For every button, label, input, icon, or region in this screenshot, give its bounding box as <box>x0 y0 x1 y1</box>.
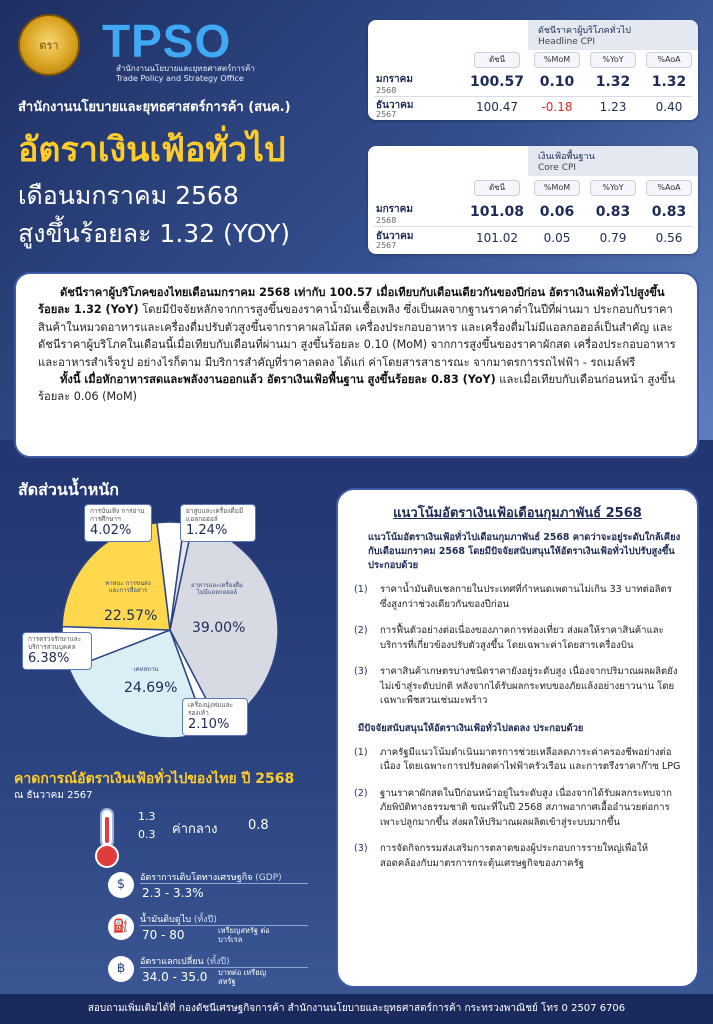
weight-callout-medical <box>22 632 92 670</box>
item-text: ราคาสินค้าเกษตรบางชนิดราคายังอยู่ระดับสูง เนื่องจากปริมาณผลผลิตยังไม่เข้าสู่ระดับปกติ หลังจากได้รับผลกระทบของภัยแล้งอย่างยาวนาน โดยเฉพาะพืชสวนเช่นมะพร้าว <box>380 666 678 706</box>
weight-value: 22.57% <box>104 608 158 624</box>
column-header: %AoA <box>646 180 692 196</box>
item-number: (3) <box>354 843 368 854</box>
weight-value: 1.24% <box>186 523 228 538</box>
logo-english-text: Trade Policy and Strategy Office <box>116 74 244 83</box>
item-number: (3) <box>354 666 368 677</box>
assumption-label-text: อัตราแลกเปลี่ยน <box>140 957 204 967</box>
weights-pie-svg <box>20 500 320 760</box>
forecast-as-of: ณ ธันวาคม 2567 <box>14 790 93 801</box>
assumption-fx <box>108 954 308 994</box>
cpi-mom: 0.06 <box>539 204 575 220</box>
core-cpi-columns <box>368 180 698 198</box>
row-year: 2568 <box>376 86 397 95</box>
weight-category: พาหนะ การขนส่ง และการสื่อสาร <box>105 580 151 594</box>
summary-lead: ดัชนีราคาผู้บริโภคของไทยเดือนมกราคม 2568 เท่ากับ 100.57 เมื่อเทียบกับเดือนเดียวกันของปีก่อน อัตราเงินเฟ้อทั่วไปสูงขึ้นร้อยละ 1.32 (YoY) <box>38 286 665 317</box>
divider <box>374 226 692 227</box>
outlook-title: แนวโน้มอัตราเงินเฟ้อเดือนกุมภาพันธ์ 2568 <box>393 506 642 521</box>
outlook-box <box>336 488 699 988</box>
assumption-label-text: น้ำมันดิบดูไบ <box>140 915 191 925</box>
cpi-index: 100.47 <box>476 100 518 114</box>
list-item <box>354 842 681 871</box>
column-header: %YoY <box>590 180 636 196</box>
weight-category: การบันเทิง การอ่าน การศึกษาฯ <box>90 507 145 523</box>
outlook-down-title: มีปัจจัยสนับสนุนให้อัตราเงินเฟ้อทั่วไปลดลง ประกอบด้วย <box>358 722 584 734</box>
weight-value: 4.02% <box>90 523 132 538</box>
summary-paragraph-1 <box>38 284 683 371</box>
weight-category: ยาสูบและเครื่องดื่มมีแอลกอฮอล์ <box>186 507 244 523</box>
assumption-label-text: อัตราการเติบโตทางเศรษฐกิจ <box>140 873 253 883</box>
item-text: ฐานราคาผักสดในปีก่อนหน้าอยู่ในระดับสูง เนื่องจากได้รับผลกระทบจากภัยพิบัติทางธรรมชาติ ขณะที่ในปี 2568 สภาพอากาศเอื้ออำนวยต่อการเพาะปลูกมากขึ้น ส่งผลให้ปริมาณผลผลิตเข้าสู่ระบบมากขึ้น <box>380 787 672 828</box>
row-year: 2567 <box>376 110 397 119</box>
item-text: การฟื้นตัวอย่างต่อเนื่องของภาคการท่องเที่ยว ส่งผลให้ราคาสินค้าและบริการที่เกี่ยวข้องปรับตัวสูงขึ้น โดยเฉพาะค่าโดยสารเครื่องบิน <box>380 625 664 651</box>
assumption-oil <box>108 912 308 952</box>
headline-cpi-title-en: Headline CPI <box>538 37 596 47</box>
weight-category: เครื่องนุ่งห่มและรองเท้า <box>188 701 233 717</box>
item-number: (2) <box>354 625 368 636</box>
thermometer-fill <box>105 817 109 843</box>
headline-cpi-columns <box>368 52 698 70</box>
list-item <box>354 583 681 612</box>
item-number: (1) <box>354 584 368 595</box>
table-row <box>368 202 698 232</box>
assumption-label <box>140 912 217 926</box>
ministry-seal-icon: ตรา <box>18 14 80 76</box>
cpi-aoa: 0.56 <box>655 231 683 245</box>
weight-callout-tobacco <box>180 504 256 542</box>
row-year: 2568 <box>376 216 397 225</box>
row-year: 2567 <box>376 241 397 250</box>
headline-cpi-panel <box>368 20 698 120</box>
headline-change: สูงขึ้นร้อยละ 1.32 (YOY) <box>18 219 291 248</box>
weights-chart <box>20 500 320 760</box>
column-header: %MoM <box>534 180 580 196</box>
baht-icon: ฿ <box>108 956 134 982</box>
row-label: ธันวาคม <box>376 231 414 242</box>
assumption-value: 34.0 - 35.0 <box>142 970 208 984</box>
item-text: ภาครัฐมีแนวโน้มดำเนินมาตรการช่วยเหลือลดภาระค่าครองชีพอย่างต่อเนื่อง โดยเฉพาะการปรับลดค่าไฟฟ้าครัวเรือน และการตรึงราคาก๊าซ LPG <box>380 746 681 772</box>
forecast-low: 0.3 <box>138 828 156 841</box>
tpso-logo: TPSO <box>102 15 232 67</box>
core-cpi-header <box>528 146 698 176</box>
gdp-icon: $ <box>108 872 134 898</box>
divider <box>374 96 692 97</box>
assumption-value: 70 - 80 <box>142 928 185 942</box>
outlook-intro: แนวโน้มอัตราเงินเฟ้อทั่วไปเดือนกุมภาพันธ์ 2568 คาดว่าจะอยู่ระดับใกล้เคียงกับเดือนมกราคม 2568 โดยมีปัจจัยสนับสนุนให้อัตราเงินเฟ้อทั่วไปปรับสูงขึ้น ประกอบด้วย <box>368 532 681 571</box>
logo-thai-text: สำนักงานนโยบายและยุทธศาสตร์การค้า <box>116 64 255 73</box>
list-item <box>354 624 681 653</box>
page-title: อัตราเงินเฟ้อทั่วไป <box>18 130 286 170</box>
weight-category: เคหสถาน <box>133 666 159 673</box>
column-header: %YoY <box>590 52 636 68</box>
assumption-unit: บาทต่อ เหรียญสหรัฐ <box>218 968 266 986</box>
cpi-aoa: 0.40 <box>655 100 683 114</box>
list-item <box>354 746 681 775</box>
column-header: ดัชนี <box>474 180 520 196</box>
column-header: %AoA <box>646 52 692 68</box>
cpi-index: 101.02 <box>476 231 518 245</box>
assumption-gdp <box>108 870 308 910</box>
summary-box <box>14 272 699 458</box>
weight-value: 24.69% <box>124 680 178 696</box>
weights-title: สัดส่วนน้ำหนัก <box>18 480 119 499</box>
summary-core-body: และเมื่อเทียบกับเดือนก่อนหน้า สูงขึ้นร้อยละ 0.06 (MoM) <box>38 373 676 404</box>
cpi-yoy: 0.83 <box>595 204 631 220</box>
weight-category: อาหารและเครื่องดื่มไม่มีแอลกอฮอล์ <box>191 582 243 596</box>
cpi-index: 101.08 <box>469 204 525 220</box>
item-number: (1) <box>354 746 368 758</box>
core-cpi-panel <box>368 146 698 254</box>
table-row <box>368 229 698 259</box>
thermometer-icon <box>100 808 114 848</box>
weight-value: 2.10% <box>188 717 230 732</box>
weight-callout-entertainment <box>84 504 152 542</box>
assumption-unit: เหรียญสหรัฐ ต่อบาร์เรล <box>218 926 270 944</box>
assumption-note: (GDP) <box>255 873 282 883</box>
summary-core-lead: ทั้งนี้ เมื่อหักอาหารสดและพลังงานออกแล้ว อัตราเงินเฟ้อพื้นฐาน สูงขึ้นร้อยละ 0.83 (YoY) <box>60 373 496 387</box>
cpi-aoa: 0.83 <box>651 204 687 220</box>
column-header: %MoM <box>534 52 580 68</box>
item-number: (2) <box>354 787 368 799</box>
assumption-note: (ทั้งปี) <box>206 957 230 967</box>
core-cpi-title-en: Core CPI <box>538 163 577 173</box>
headline-cpi-title-th: ดัชนีราคาผู้บริโภคทั่วไป <box>538 26 631 36</box>
assumption-note: (ทั้งปี) <box>193 915 217 925</box>
cpi-mom: 0.05 <box>543 231 571 245</box>
cpi-index: 100.57 <box>469 74 525 90</box>
forecast-mid-value: 0.8 <box>248 818 269 833</box>
cpi-yoy: 1.23 <box>599 100 627 114</box>
weight-value: 6.38% <box>28 651 70 666</box>
row-label: ธันวาคม <box>376 100 414 111</box>
footer-contact: สอบถามเพิ่มเติมได้ที่ กองดัชนีเศรษฐกิจการค้า สำนักงานนโยบายและยุทธศาสตร์การค้า กระทรวงพาณิชย์ โทร 0 2507 6706 <box>0 994 713 1024</box>
cpi-aoa: 1.32 <box>651 74 687 90</box>
cpi-mom: -0.18 <box>541 100 573 114</box>
weight-category: การตรวจรักษาและบริการส่วนบุคคล <box>28 635 82 651</box>
cpi-mom: 0.10 <box>539 74 575 90</box>
assumption-label <box>140 870 282 884</box>
summary-body: โดยมีปัจจัยหลักจากการสูงขึ้นของราคาน้ำมันเชื้อเพลิง ซึ่งเป็นผลจากฐานราคาต่ำในปีที่ผ่านมา ประกอบกับราคาสินค้าในหมวดอาหารและเครื่องดื่มปรับตัวสูงขึ้นจากราคาผลไม้สด เครื่องประกอบอาหาร และเครื่องดื่มไม่มีแอลกอฮอล์เป็นสำคัญ และดัชนีราคาผู้บริโภคในเดือนนี้เมื่อเทียบกับเดือนที่ผ่านมา สูงขึ้นร้อยละ 0.10 (MoM) จากการสูงขึ้นของราคาผักสด เครื่องประกอบอาหาร และอาหารสำเร็จรูป อย่างไรก็ตาม มีบริการสำคัญที่ราคาลดลง ได้แก่ ค่าโดยสารสาธารณะ จากมาตรการรถไฟฟ้า - รถเมล์ฟรี <box>38 303 676 369</box>
cpi-yoy: 0.79 <box>599 231 627 245</box>
headline-cpi-header <box>528 20 698 50</box>
row-label: มกราคม <box>376 74 413 85</box>
assumption-label <box>140 954 230 968</box>
cpi-yoy: 1.32 <box>595 74 631 90</box>
core-cpi-title-th: เงินเฟ้อพื้นฐาน <box>538 152 595 162</box>
weight-value: 39.00% <box>192 620 246 636</box>
assumption-value: 2.3 - 3.3% <box>142 886 204 900</box>
list-item <box>354 787 681 831</box>
column-header: ดัชนี <box>474 52 520 68</box>
report-month: เดือนมกราคม 2568 <box>18 181 239 210</box>
forecast-thermometer <box>100 808 320 864</box>
thermometer-bulb <box>95 844 119 868</box>
summary-paragraph-2 <box>38 371 683 406</box>
forecast-title: คาดการณ์อัตราเงินเฟ้อทั่วไปของไทย ปี 2568 <box>14 771 295 787</box>
forecast-high: 1.3 <box>138 810 156 823</box>
office-name: สำนักงานนโยบายและยุทธศาสตร์การค้า (สนค.) <box>18 100 291 115</box>
table-row <box>368 98 698 128</box>
divider <box>140 883 308 884</box>
forecast-mid-label: ค่ากลาง <box>172 822 218 837</box>
oil-icon: ⛽ <box>108 914 134 940</box>
list-item <box>354 665 681 709</box>
row-label: มกราคม <box>376 204 413 215</box>
weight-callout-apparel <box>182 698 248 736</box>
item-text: การจัดกิจกรรมส่งเสริมการตลาดของผู้ประกอบการรายใหญ่เพื่อให้สอดคล้องกับมาตรการกระตุ้นเศรษฐกิจของภาครัฐ <box>380 843 649 869</box>
item-text: ราคาน้ำมันดิบเชลกายในประเทศที่กำหนดเพดานไม่เกิน 33 บาทต่อลิตร ซึ่งสูงกว่าช่วงเดียวกันของปีก่อน <box>380 584 672 610</box>
